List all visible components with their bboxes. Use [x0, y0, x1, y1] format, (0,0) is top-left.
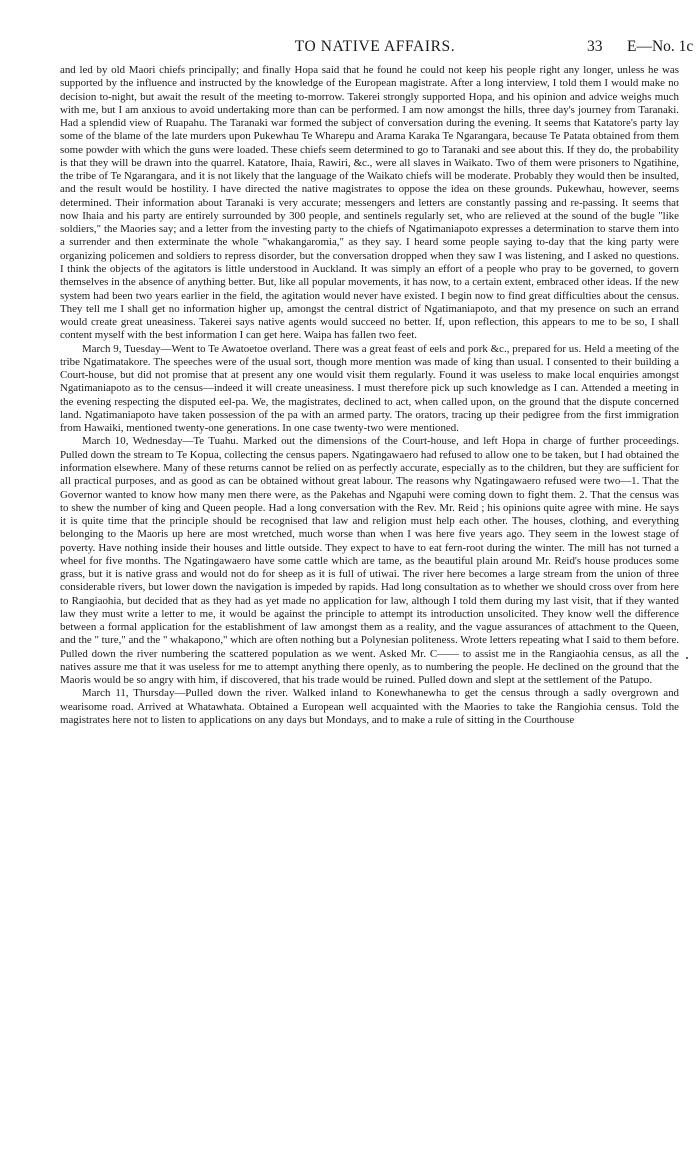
running-head: TO NATIVE AFFAIRS.	[294, 38, 456, 55]
paragraph-march-10: March 10, Wednesday—Te Tuahu. Marked out the dimensions of the Court-house, and left Hopa in charge of further proceedings. Pulled down the stream to Te Kopua, collecting the census papers. Ngatingawaero had refused to allow one to be taken, but I had obtained the information elsewhere. Many of these returns cannot be relied on as perfectly accurate, especially as to the children, but they are sufficient for all practical purposes, and as good as can be obtained without great labour. The reasons why Ngatingawaero refused were two—1. That the Governor wanted to know how many men there were, as the Pakehas and Ngapuhi were coming down to fight them. 2. That the census was to shew the number of king and Queen people. Had a long conversation with the Rev. Mr. Reid ; his opinions quite agree with mine. He says it is quite time that the principle should be recognised that law and religion must help each other. The houses, clothing, and everything belonging to the Maoris up here are most wretched, much worse than when I was here five years ago. They seem in the lowest stage of poverty. Have nothing inside their houses and little outside. They expect to have to eat fern-root during the winter. The mill has not turned a wheel for five months. The Ngatingawaero have some cattle which are tame, as the beautiful plain around Mr. Reid's house produces some grass, but it is native grass and would not do for sheep as it is full of utiwai. The river here becomes a large stream from the union of three considerable rivers, but lower down the navigation is impeded by rapids. Had long consultation as to whether we should cross over from here to Rangiaohia, but decided that as they had as yet made no application for law, although I told them during my last visit, that if they wanted law they must write a letter to me, it would be against the principle to attempt its introduction unsolicited. They know well the difference between a formal application for the establishment of law amongst them as a reality, and the vague assurances of attachment to the Queen, and the " ture," and the " whakapono," which are often nothing but a Polynesian politeness. Wrote letters repeating what I said to them before. Pulled down the river numbering the scattered population as we went. Asked Mr. C—— to assist me in the Rangiaohia census, as all the natives assure me that it was useless for me to attempt anything there openly, as to numbering the people. He declined on the ground that the Maoris would be so angry with him, if discovered, that his trade would be ruined. Pulled down and slept at the settlement of the Patupo.	[60, 435, 679, 687]
paragraph-march-11: March 11, Thursday—Pulled down the river. Walked inland to Konewhanewha to get the census through a sadly overgrown and wearisome road. Arrived at Whatawhata. Obtained a European well acquainted with the Maories to take the Rangiohia census. Told the magistrates here not to listen to applications on any days but Mondays, and to make a rule of sitting in the Courthouse	[60, 687, 679, 727]
margin-mark	[686, 657, 688, 659]
document-reference: E—No. 1c	[627, 38, 694, 55]
page-number: 33	[587, 38, 603, 55]
page-header	[60, 38, 694, 60]
paragraph-continuation: and led by old Maori chiefs principally; and finally Hopa said that he found he could not keep his people right any longer, unless he was supported by the influence and instructed by the knowledge of the European magistrate. After a long interview, I told them I would make no decision to-night, but await the result of the meeting to-morrow. Takerei strongly supported Hopa, and his opinion and advice weighs much with me, but I am anxious to avoid undertaking more than can be performed. I am now amongst the hills, three day's journey from Taranaki. Had a splendid view of Ruapahu. The Taranaki war formed the subject of conversation during the evening. It seems that Katatore's party lay some of the blame of the late murders upon Pukewhau Te Wharepu and Arama Karaka Te Ngarangara, because Te Patata obtained from them some powder with which the guns were loaded. These chiefs seem determined to go to Taranaki and see about this. If they do, the probability is that they will be drawn into the quarrel. Katatore, Ihaia, Rawiri, &c., were all slaves in Waikato. Two of them were prisoners to Ngatihine, the tribe of Te Ngarangara, and it is not likely that the language of the Waikato chiefs will be moderate. Probably they would then be insulted, and the result would be hostility. I have directed the native magistrates to oppose the idea on these grounds. Pukewhau, however, seems determined. Their information about Taranaki is very accurate; messengers and letters are constantly passing and re-passing. It seems that now Ihaia and his party are entirely surrounded by 300 people, and sentinels regularly set, who are relieved at the sound of the bugle "like soldiers," the Maories say; and a letter from the investing party to the chiefs of Ngatimaniapoto expresses a determination to starve them into a surrender and then exterminate the whole "whakangaromia," as they say. I heard some people saying to-day that the king party were organizing policemen and soldiers to repress disorder, but the conversation dropped when they saw I was listening, and I asked no questions. I think the objects of the agitators is little understood in Auckland. It was simply an effort of a people who pray to be governed, to govern themselves in the absence of anything better. But, like all popular movements, it has now, to a certain extent, embraced other ideas. If the new system had been two years earlier in the field, the agitation would never have existed. I begin now to find great difficulties about the census. They tell me I shall get no information higher up, amongst the central district of Ngatimaniapoto, and that my presence on such an errand would create great uneasiness. Takerei says native agents would succeed no better. If, upon reflection, this appears to me to be so, I shall content myself with the best information I can get here. Waipa has fallen two feet.	[60, 64, 679, 342]
paragraph-march-9: March 9, Tuesday—Went to Te Awatoetoe overland. There was a great feast of eels and pork &c., prepared for us. Held a meeting of the tribe Ngatimatakore. The speeches were of the usual sort, though more mention was made of king than usual. I consented to their building a Court-house, but did not promise that at present any one would visit them regularly. Found it was useless to make local enquiries amongst Ngatimaniapoto as to the census—indeed it will create uneasiness. I must therefore pick up such knowledge as I can. Attended a meeting in the evening respecting the disputed eel-pa. We, the magistrates, declined to act, when called upon, on the ground that the dispute concerned land. Ngatimaniapoto have taken possession of the pa with an armed party. The orators, tracing up their pedigree from the first immigration from Hawaiki, mentioned twenty-one generations. In one case twenty-two were mentioned.	[60, 342, 679, 435]
body-text	[60, 64, 679, 727]
